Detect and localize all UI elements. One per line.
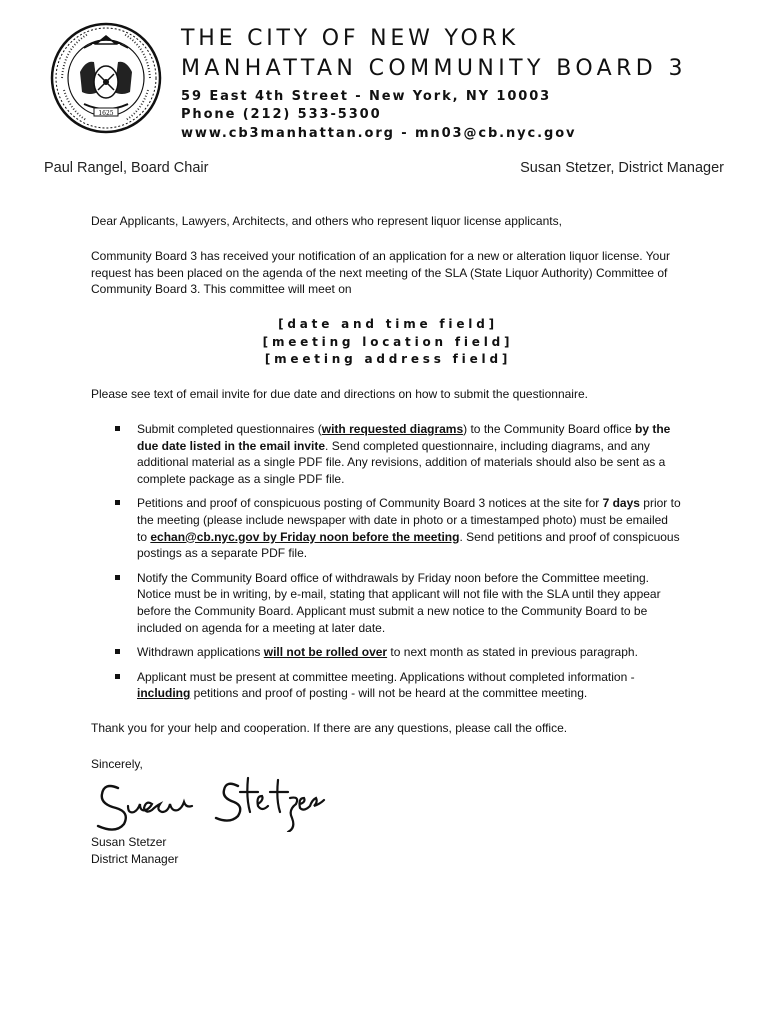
letter-closing: Sincerely,	[91, 757, 143, 771]
header-web-email: www.cb3manhattan.org - mn03@cb.nyc.gov	[181, 126, 577, 141]
handwritten-signature	[92, 770, 342, 832]
email-link[interactable]: echan@cb.nyc.gov by Friday noon before the meeting	[150, 529, 460, 544]
see-email-instruction: Please see text of email invite for due date and directions on how to submit the questionnaire.	[91, 387, 588, 401]
city-seal-logo	[50, 22, 162, 134]
signer-title: District Manager	[91, 852, 179, 866]
header-address: 59 East 4th Street - New York, NY 10003	[181, 89, 552, 104]
signer-name: Susan Stetzer	[91, 835, 167, 849]
meeting-address-field: [meeting address field]	[264, 352, 512, 366]
list-item: Submit completed questionnaires (with requested diagrams) to the Community Board office by the due date listed in the email invite. Send completed questionnaire, including diagrams, and any additional material as a single PDF file. Any revisions, addition of materials should also be sent as a complete package as a single PDF file.	[91, 421, 681, 487]
list-item: Notify the Community Board office of withdrawals by Friday noon before the Committee meeting. Notice must be in writing, by e-mail, stating that applicant will not file with the SLA until they appear before the Community Board. Applicant must submit a new notice to the Community Board to be included on agenda for a meeting at later date.	[91, 570, 681, 636]
list-item: Withdrawn applications will not be rolled over to next month as stated in previous paragraph.	[91, 644, 681, 661]
board-chair: Paul Rangel, Board Chair	[44, 160, 209, 176]
bullet-square-icon	[115, 575, 120, 580]
bullet-square-icon	[115, 649, 120, 654]
bullet-square-icon	[115, 674, 120, 679]
header-title-line2: MANHATTAN COMMUNITY BOARD 3	[181, 56, 687, 81]
list-item: Applicant must be present at committee meeting. Applications without completed information - including petitions and proof of posting - will not be heard at the committee meeting.	[91, 669, 681, 702]
meeting-location-field: [meeting location field]	[262, 334, 514, 349]
list-item: Petitions and proof of conspicuous posting of Community Board 3 notices at the site for 7 days prior to the meeting (please include newspaper with date in photo or a timestamped photo) must be emailed to echan@cb.nyc.gov by Friday noon before the meeting. Send petitions and proof of conspicuous postings as a separate PDF file.	[91, 495, 681, 561]
letter-thanks: Thank you for your help and cooperation. If there are any questions, please call the office.	[91, 721, 568, 735]
header-phone: Phone (212) 533-5300	[181, 107, 382, 122]
date-time-field: [date and time field]	[278, 317, 498, 331]
letter-intro: Community Board 3 has received your notification of an application for a new or alteration liquor license. Your request has been placed on the agenda of the next meeting of the SLA (State Liquor Authority) Committee of Community Board 3. This committee will meet on	[91, 249, 670, 297]
district-manager: Susan Stetzer, District Manager	[520, 160, 724, 176]
header-title-line1: THE CITY OF NEW YORK	[181, 26, 519, 51]
instruction-list	[91, 421, 681, 702]
letter-greeting: Dear Applicants, Lawyers, Architects, and others who represent liquor license applicants,	[91, 214, 562, 228]
bullet-square-icon	[115, 426, 120, 431]
svg-text:1625: 1625	[98, 110, 114, 117]
meeting-fields	[91, 316, 685, 369]
bullet-square-icon	[115, 500, 120, 505]
